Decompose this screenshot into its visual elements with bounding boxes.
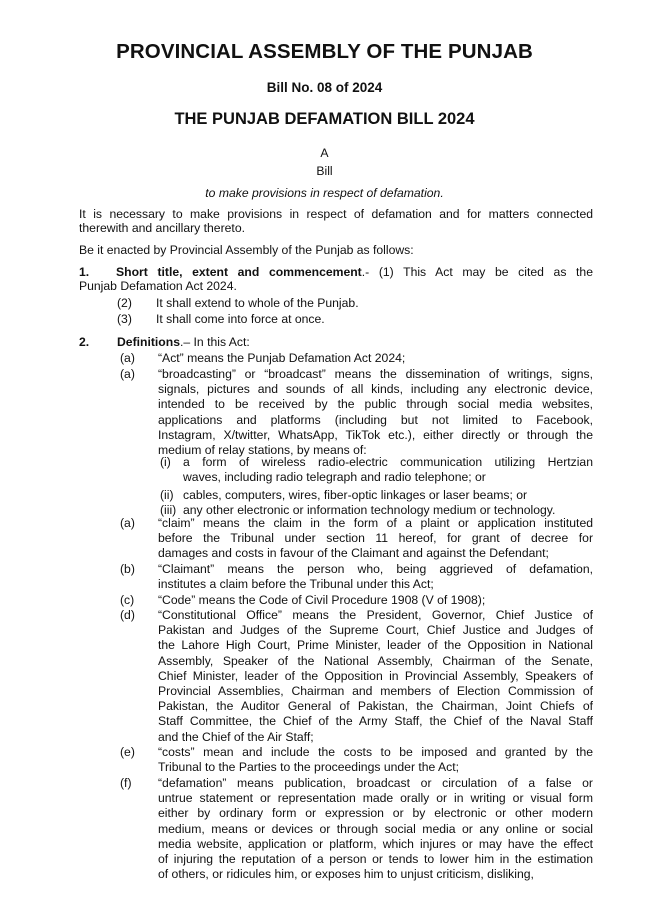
definition-text: medium, means or devices or through social media or any online or social [158, 821, 593, 836]
definition-label: (d) [120, 608, 135, 622]
definition-text: Provincial Assemblies, Chairman and members of Election Commission of [158, 684, 593, 698]
definition-text: the Lahore High Court, Prime Minister, leader of the Opposition in National [158, 638, 593, 653]
definition-text: “Constitutional Office” means the President, Governor, Chief Justice of [158, 608, 593, 622]
subitem-label: (iii) [160, 503, 177, 517]
subitem-text: a form of wireless radio-electric communication utilizing Hertzian [183, 455, 593, 469]
definition-label: (a) [120, 351, 135, 365]
definition-text: Pakistan and Judges of the Supreme Court, Chief Justice and Judges of [158, 623, 593, 638]
definition-text: Chief Minister, leader of the Opposition in Provincial Assembly, Speakers of [158, 668, 593, 683]
subitem-label: (ii) [160, 488, 174, 502]
section-heading: Definitions [117, 335, 180, 349]
assembly-title: PROVINCIAL ASSEMBLY OF THE PUNJAB [116, 40, 533, 63]
subsection-text: It shall extend to whole of the Punjab. [156, 296, 359, 310]
intro-purpose: to make provisions in respect of defamation. [205, 186, 444, 200]
subsection-number: (2) [117, 296, 132, 310]
definition-text: Staff Committee, the Chief of the Army Staff, the Chief of the Naval Staff [158, 714, 593, 729]
definition-label: (e) [120, 745, 135, 759]
section-text: .- (1) This Act may be cited as the [361, 265, 593, 279]
definition-text: Instagram, X/twitter, WhatsApp, TikTok etc.), either directly or through the [158, 427, 593, 442]
section-text: Punjab Defamation Act 2024. [79, 279, 237, 293]
definition-label: (c) [120, 593, 135, 607]
bill-number: Bill No. 08 of 2024 [266, 80, 383, 95]
definition-text: “Act” means the Punjab Defamation Act 2024; [158, 351, 406, 365]
section-number: 1. [79, 265, 90, 279]
definition-text: Assembly, Speaker of the National Assembly, Chairman of the Senate, [158, 653, 593, 668]
definition-text: damages and costs in favour of the Claimant and against the Defendant; [158, 546, 549, 561]
definition-text: Tribunal to the Parties to the proceedings under the Act; [158, 760, 460, 775]
intro-a: A [320, 146, 329, 160]
definition-text: institutes a claim before the Tribunal under this Act; [158, 577, 434, 592]
definition-text: medium of relay stations, by means of: [158, 443, 367, 457]
definition-text: “costs” mean and include the costs to be imposed and granted by the [158, 745, 593, 759]
definition-label: (a) [120, 516, 135, 530]
definition-text: media website, application or platform, which injures or may have the effect [158, 836, 593, 851]
definition-label: (b) [120, 562, 135, 576]
definition-text: signals, pictures and sounds of all kinds, including any electronic device, [158, 382, 593, 397]
definition-text: Pakistan, the Auditor General of Pakistan, the Chairman, Joint Chiefs of [158, 699, 593, 714]
subitem-text: waves, including radio telegraph and radio telephone; or [183, 470, 486, 485]
subsection-number: (3) [117, 312, 132, 326]
bill-title: THE PUNJAB DEFAMATION BILL 2024 [174, 110, 475, 128]
definition-text: “Claimant” means the person who, being aggrieved of defamation, [158, 562, 593, 576]
subsection-text: It shall come into force at once. [156, 312, 325, 326]
section-heading: Short title, extent and commencement [116, 265, 362, 279]
definition-text: “broadcasting” or “broadcast” means the dissemination of writings, signs, [158, 367, 593, 381]
definition-label: (a) [120, 367, 135, 381]
definition-text: and the Chief of the Air Staff; [158, 729, 314, 744]
preamble-line: It is necessary to make provisions in respect of defamation and for matters connected [79, 207, 593, 221]
definition-text: “Code” means the Code of Civil Procedure 1908 (V of 1908); [158, 593, 486, 607]
subitem-text: cables, computers, wires, fiber-optic linkages or laser beams; or [183, 488, 528, 502]
definition-text: either by ordinary form or expression or by electronic or other modern [158, 806, 593, 821]
preamble-line: therewith and ancillary thereto. [79, 221, 245, 235]
section-number: 2. [79, 335, 90, 349]
definition-text: applications and platforms (including but not limited to Facebook, [158, 412, 593, 427]
definition-text: of injuring the reputation of a person or tends to lower him in the estimation [158, 852, 593, 866]
definition-text: of others, or ridicules him, or exposes him to unjust criticism, disliking, [158, 867, 534, 882]
section-heading-line [116, 265, 593, 279]
definition-text: intended to be received by the public through social media websites, [158, 397, 593, 412]
intro-bill: Bill [316, 164, 333, 178]
subitem-text: any other electronic or information technology medium or technology. [183, 503, 556, 517]
definition-text: untrue statement or representation made orally or in writing or visual form [158, 791, 593, 806]
enacting-clause: Be it enacted by Provincial Assembly of the Punjab as follows: [79, 243, 414, 257]
definition-text: “defamation” means publication, broadcast or circulation of a false or [158, 776, 593, 790]
definition-text: before the Tribunal under section 11 hereof, for grant of decree for [158, 531, 593, 546]
subitem-label: (i) [160, 455, 171, 469]
definition-text: “claim” means the claim in the form of a plaint or application instituted [158, 516, 593, 530]
section-heading-line: Definitions.– In this Act: [117, 335, 250, 349]
definition-label: (f) [120, 776, 132, 790]
